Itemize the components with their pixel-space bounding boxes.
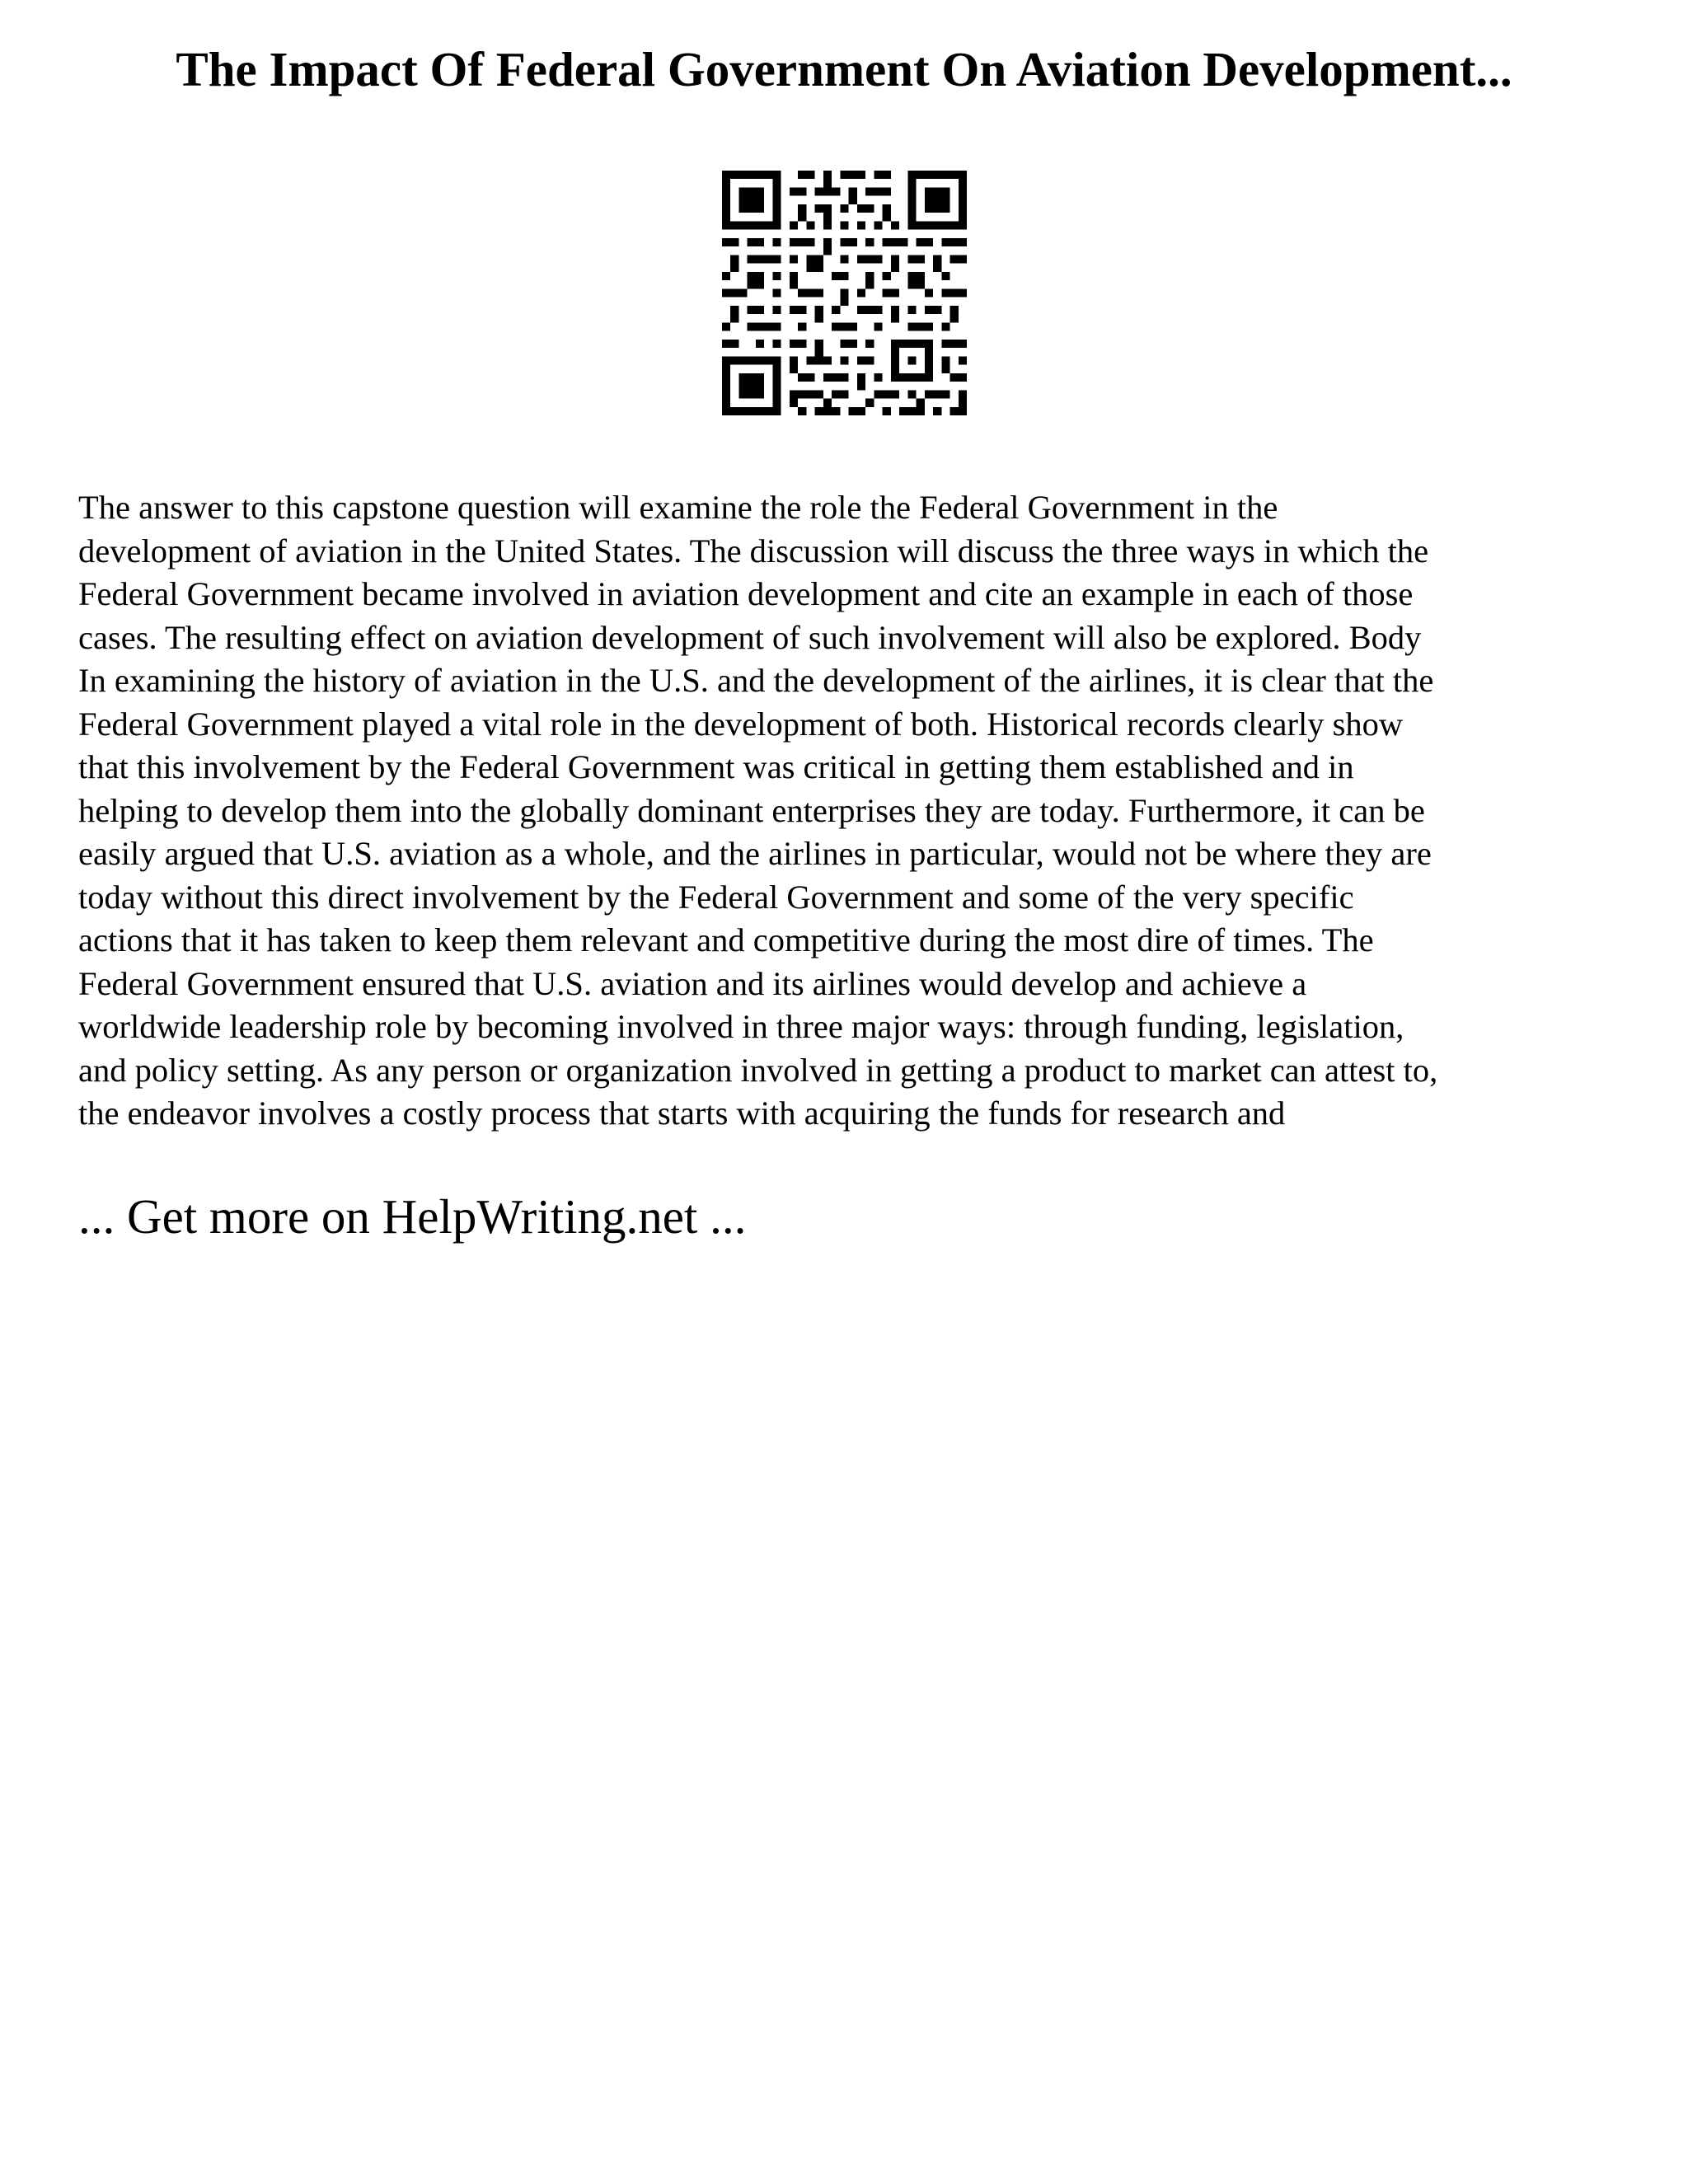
body-line: In examining the history of aviation in the U.S. and the development of the airlines, it is clear that the: [78, 662, 1434, 699]
body-line: and policy setting. As any person or organization involved in getting a product to market can attest to,: [78, 1051, 1438, 1089]
body-line: The answer to this capstone question will examine the role the Federal Government in the: [78, 489, 1278, 526]
body-line: cases. The resulting effect on aviation development of such involvement will also be explored. Body: [78, 618, 1422, 656]
body-line: Federal Government became involved in aviation development and cite an example in each of those: [78, 575, 1414, 612]
body-line: easily argued that U.S. aviation as a whole, and the airlines in particular, would not be where they are: [78, 835, 1432, 872]
body-line: the endeavor involves a costly process that starts with acquiring the funds for research and: [78, 1094, 1286, 1132]
page-title: The Impact Of Federal Government On Aviation Development...: [176, 42, 1512, 96]
body-line: Federal Government ensured that U.S. aviation and its airlines would develop and achieve a: [78, 964, 1307, 1002]
body-line: today without this direct involvement by the Federal Government and some of the very specific: [78, 878, 1354, 916]
body-line: worldwide leadership role by becoming involved in three major ways: through funding, legislation,: [78, 1008, 1404, 1045]
qr-code-icon: [722, 171, 967, 415]
body-line: development of aviation in the United States. The discussion will discuss the three ways in which the: [78, 532, 1429, 569]
body-line: Federal Government played a vital role in the development of both. Historical records clearly show: [78, 705, 1404, 743]
body-line: that this involvement by the Federal Government was critical in getting them established and in: [78, 748, 1354, 785]
get-more-link[interactable]: ... Get more on HelpWriting.net ...: [78, 1189, 747, 1244]
body-line: actions that it has taken to keep them relevant and competitive during the most dire of times. The: [78, 921, 1374, 958]
body-line: helping to develop them into the globally dominant enterprises they are today. Furthermore, it can be: [78, 791, 1425, 829]
body-paragraph: [78, 486, 1620, 1136]
